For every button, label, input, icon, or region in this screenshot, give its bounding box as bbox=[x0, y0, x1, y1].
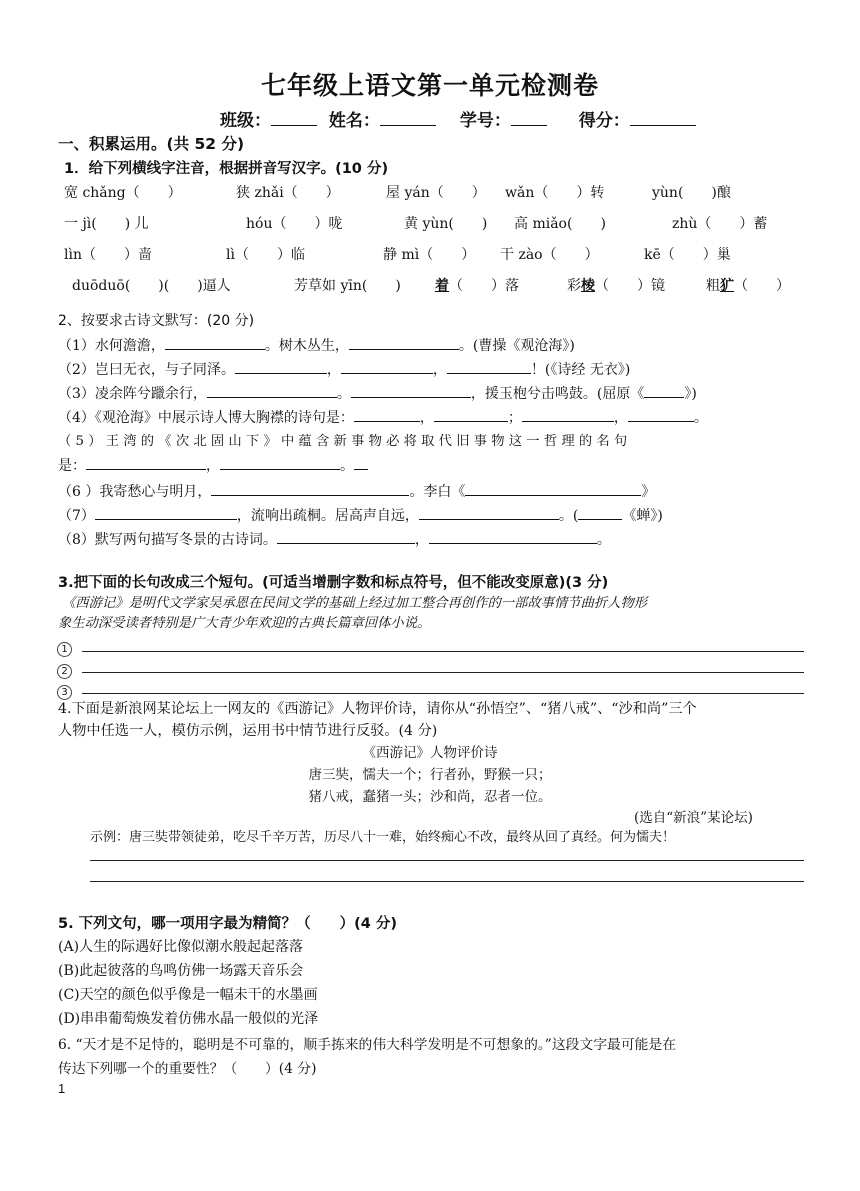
q1-row1-item: 狭 zhǎi（ ） bbox=[236, 185, 340, 201]
answer-blank[interactable] bbox=[644, 382, 684, 398]
answer-line-4b[interactable] bbox=[90, 881, 804, 882]
q1-row1-item: 屋 yán（ ） bbox=[386, 185, 486, 201]
q1-row4-item: 粗犷（ ） bbox=[706, 278, 790, 294]
answer-line-4a[interactable] bbox=[90, 860, 804, 861]
q2-line-5a: （ 5 ） 王 湾 的 《 次 北 固 山 下 》 中 蕴 含 新 事 物 必 将 取 代 旧 事 物 这 一 哲 理 的 名 句 bbox=[58, 434, 628, 449]
q1-underlined-char: 犷 bbox=[720, 278, 734, 294]
answer-blank[interactable] bbox=[277, 528, 415, 544]
q1-row1-item: 宽 chǎng（ ） bbox=[64, 185, 182, 201]
answer-blank[interactable] bbox=[578, 504, 622, 520]
answer-blank[interactable] bbox=[429, 528, 597, 544]
q2-line-5b: 是： ， 。 bbox=[58, 454, 368, 475]
q1-row1-item: yùn( )酿 bbox=[652, 185, 731, 201]
q2-line-8: （8）默写两句描写冬景的古诗词。 ， 。 bbox=[58, 528, 611, 549]
answer-line-1[interactable] bbox=[82, 651, 804, 652]
q1-row3-item: lì（ ）临 bbox=[226, 247, 305, 263]
q2-line-6: （6 ）我寄愁心与明月， 。李白《 》 bbox=[58, 480, 655, 501]
q1-row4-item: duōduō( )( )逼人 bbox=[72, 278, 231, 294]
q6-line1: 6. “天才是不足恃的，聪明是不可靠的，顺手拣来的伟大科学发明是不可想象的。”这段文字最可能是在 bbox=[58, 1037, 677, 1053]
answer-line-3[interactable] bbox=[82, 693, 804, 694]
q1-row2-item: 高 miǎo( ) bbox=[514, 216, 606, 232]
q1-heading: 1．给下列横线字注音，根据拼音写汉字。(10 分) bbox=[64, 161, 389, 177]
q2-line-4: （4）《观沧海》中展示诗人博大胸襟的诗句是： ， ； ， 。 bbox=[58, 406, 708, 427]
answer-blank[interactable] bbox=[220, 454, 340, 470]
q3-passage-line2: 象生动深受读者特别是广大青少年欢迎的古典长篇章回体小说。 bbox=[58, 616, 431, 631]
answer-blank[interactable] bbox=[235, 358, 327, 374]
q1-row1-item: wǎn（ ）转 bbox=[505, 185, 605, 201]
q5-option-b: (B)此起彼落的鸟鸣仿佛一场露天音乐会 bbox=[58, 963, 304, 979]
answer-blank[interactable] bbox=[95, 504, 237, 520]
answer-mark-1: 1 bbox=[57, 637, 72, 657]
q4-heading-line1: 4.下面是新浪网某论坛上一网友的《西游记》人物评价诗，请你从“孙悟空”、“猪八戒”、“沙和尚”三个 bbox=[58, 701, 697, 717]
poem-source: (选自“新浪”某论坛) bbox=[634, 810, 753, 826]
answer-blank[interactable] bbox=[86, 454, 206, 470]
score-label: 得分： bbox=[578, 111, 630, 131]
answer-blank[interactable] bbox=[522, 406, 614, 422]
answer-blank[interactable] bbox=[341, 358, 433, 374]
q1-row2-item: 黄 yùn( ) bbox=[404, 216, 488, 232]
part1-heading: 一、积累运用。(共 52 分) bbox=[58, 135, 245, 153]
q3-passage-line1: 《西游记》是明代文学家吴承恩在民间文学的基础上经过加工整合再创作的一部故事情节曲折人物形 bbox=[62, 596, 648, 611]
id-blank[interactable] bbox=[511, 110, 547, 126]
answer-blank[interactable] bbox=[465, 480, 641, 496]
answer-blank[interactable] bbox=[165, 334, 265, 350]
answer-blank[interactable] bbox=[447, 358, 531, 374]
q5-option-d: (D)串串葡萄焕发着仿佛水晶一般似的光泽 bbox=[58, 1011, 319, 1027]
q1-row3-item: lìn（ ）啬 bbox=[64, 247, 152, 263]
q5-option-a: (A)人生的际遇好比像似潮水般起起落落 bbox=[58, 939, 304, 955]
q2-line-2: （2）岂曰无衣，与子同泽。 ， ， ！(《诗经 无衣》) bbox=[58, 358, 630, 379]
answer-line-2[interactable] bbox=[82, 672, 804, 673]
q1-row3-item: 干 zào（ ） bbox=[500, 247, 599, 263]
q1-row2-item: hóu（ ）咙 bbox=[246, 216, 343, 232]
name-blank[interactable] bbox=[380, 110, 436, 126]
q1-row4-item: 着（ ）落 bbox=[435, 278, 519, 294]
answer-blank[interactable] bbox=[419, 504, 559, 520]
answer-blank[interactable] bbox=[207, 382, 337, 398]
q3-heading: 3.把下面的长句改成三个短句。(可适当增删字数和标点符号，但不能改变原意)(3 分) bbox=[58, 575, 609, 591]
page-title: 七年级上语文第一单元检测卷 bbox=[260, 71, 599, 100]
q1-underlined-char: 着 bbox=[435, 278, 449, 294]
q1-row2-item: zhù（ ）蓄 bbox=[672, 216, 768, 232]
answer-blank[interactable] bbox=[354, 406, 420, 422]
answer-mark-2: 2 bbox=[57, 659, 72, 679]
q2-heading: 2、按要求古诗文默写：(20 分) bbox=[58, 313, 255, 329]
answer-blank[interactable] bbox=[434, 406, 508, 422]
answer-blank[interactable] bbox=[211, 480, 409, 496]
id-label: 学号： bbox=[459, 111, 511, 131]
q2-line-1: （1）水何澹澹， 。树木丛生， 。(曹操《观沧海》) bbox=[58, 334, 575, 355]
q2-line-7: （7） ，流响出疏桐。居高声自远， 。( 《蝉》) bbox=[58, 504, 663, 525]
q2-line-3: （3）凌余阵兮躐余行， 。 ，援玉枹兮击鸣鼓。(屈原《 》) bbox=[58, 382, 697, 403]
answer-blank[interactable] bbox=[628, 406, 694, 422]
q6-line2: 传达下列哪一个的重要性？（ ）(4 分) bbox=[58, 1061, 317, 1077]
q1-row4-item: 芳草如 yīn( ) bbox=[294, 278, 401, 294]
trailing-rule bbox=[354, 454, 368, 470]
q1-underlined-char: 棱 bbox=[581, 278, 595, 294]
q1-row3-item: kē（ ）巢 bbox=[644, 247, 731, 263]
answer-blank[interactable] bbox=[351, 382, 471, 398]
info-row bbox=[220, 106, 696, 131]
q1-row2-item: 一 jì( ) 儿 bbox=[64, 216, 149, 232]
score-blank[interactable] bbox=[630, 110, 696, 126]
page-number: 1 bbox=[58, 1081, 66, 1096]
q1-row4-item: 彩棱（ ）镜 bbox=[567, 278, 665, 294]
poem-line-1: 唐三奘，懦夫一个；行者孙，野猴一只； bbox=[308, 767, 552, 783]
q5-heading: 5. 下列文句，哪一项用字最为精简？（ ）(4 分) bbox=[58, 916, 398, 932]
class-blank[interactable] bbox=[271, 110, 317, 126]
answer-blank[interactable] bbox=[349, 334, 459, 350]
class-label: 班级： bbox=[220, 111, 271, 131]
name-label: 姓名： bbox=[328, 111, 380, 131]
q1-row3-item: 静 mì（ ） bbox=[383, 247, 476, 263]
poem-line-2: 猪八戒，蠢猪一头；沙和尚，忍者一位。 bbox=[308, 789, 552, 805]
q4-example: 示例：唐三奘带领徒弟，吃尽千辛万苦，历尽八十一难，始终痴心不改，最终从回了真经。何为懦夫！ bbox=[90, 830, 676, 845]
q4-heading-line2: 人物中任选一人，模仿示例，运用书中情节进行反驳。(4 分) bbox=[58, 723, 438, 739]
poem-title: 《西游记》人物评价诗 bbox=[362, 745, 498, 761]
answer-mark-3: 3 bbox=[57, 680, 72, 700]
q5-option-c: (C)天空的颜色似乎像是一幅未干的水墨画 bbox=[58, 987, 318, 1003]
